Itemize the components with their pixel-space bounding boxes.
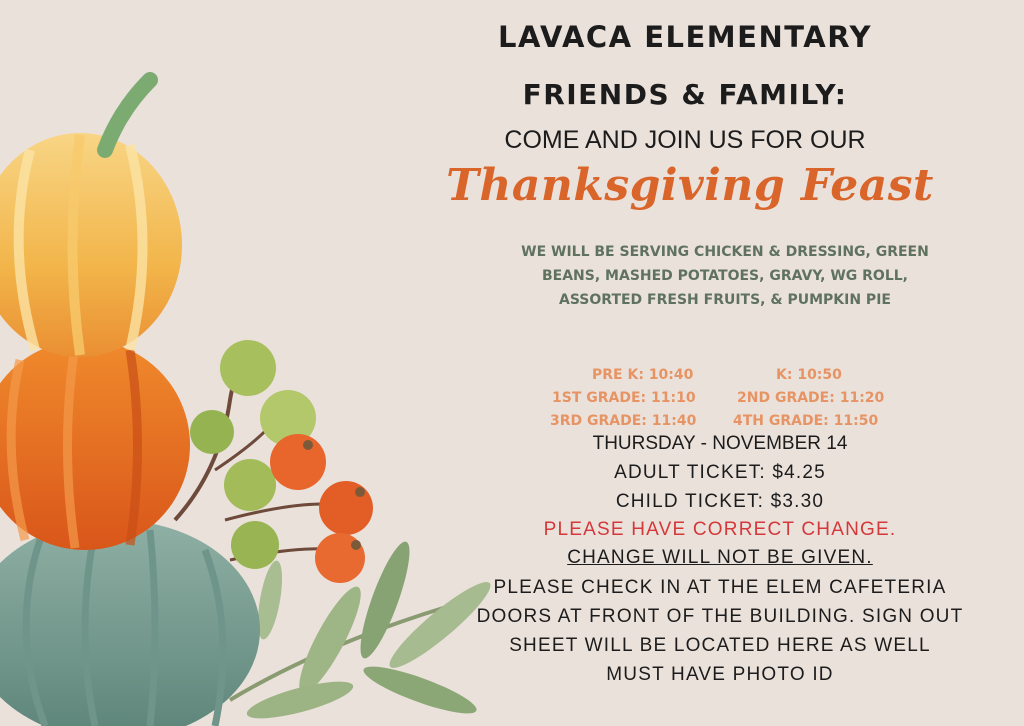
- teal-pumpkin-icon: [0, 520, 260, 726]
- child-ticket-price: CHILD TICKET: $3.30: [615, 491, 825, 512]
- event-title: Thanksgiving Feast: [446, 160, 934, 211]
- event-date: THURSDAY - NOVEMBER 14: [592, 433, 848, 454]
- checkin-line-3: SHEET WILL BE LOCATED HERE AS WELL: [509, 635, 931, 656]
- orange-pumpkin-icon: [0, 340, 190, 550]
- leaf-branch-icon: [230, 537, 498, 726]
- photo-id-notice: MUST HAVE PHOTO ID: [606, 664, 834, 685]
- schedule-k: K: 10:50: [776, 367, 842, 383]
- schedule-4th: 4TH GRADE: 11:50: [733, 413, 879, 429]
- menu-description: WE WILL BE SERVING CHICKEN & DRESSING, GREEN BEANS, MASHED POTATOES, GRAVY, WG ROLL, ASSORTED FRESH FRUITS, & PUMPKIN PIE: [521, 244, 929, 308]
- schedule-2nd: 2ND GRADE: 11:20: [737, 390, 885, 406]
- checkin-line-1: PLEASE CHECK IN AT THE ELEM CAFETERIA: [493, 577, 947, 598]
- schedule-prek: PRE K: 10:40: [592, 367, 694, 383]
- adult-ticket-price: ADULT TICKET: $4.25: [614, 462, 826, 483]
- correct-change-notice: PLEASE HAVE CORRECT CHANGE.: [543, 519, 897, 540]
- school-name-heading: LAVACA ELEMENTARY: [498, 20, 872, 54]
- checkin-line-2: DOORS AT FRONT OF THE BUILDING. SIGN OUT: [476, 606, 964, 627]
- no-change-warning: CHANGE WILL NOT BE GIVEN.: [567, 547, 873, 568]
- yellow-pumpkin-icon: [0, 80, 182, 357]
- schedule-3rd: 3RD GRADE: 11:40: [550, 413, 697, 429]
- audience-heading: FRIENDS & FAMILY:: [522, 78, 848, 111]
- schedule-1st: 1ST GRADE: 11:10: [552, 390, 696, 406]
- invite-line: COME AND JOIN US FOR OUR: [504, 126, 866, 154]
